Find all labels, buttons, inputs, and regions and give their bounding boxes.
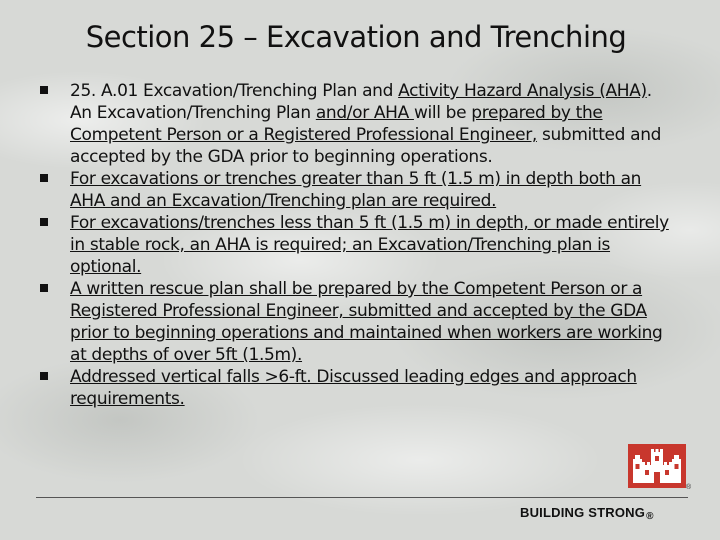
bullet-text-segment: prepared by the Competent Person or a Registered Professional Engineer, xyxy=(70,103,603,145)
footer-tagline-text: BUILDING STRONG xyxy=(520,505,646,520)
bullet-item xyxy=(36,168,676,212)
bullet-item xyxy=(36,366,676,410)
bullet-list xyxy=(36,80,676,410)
footer-registered-mark: ® xyxy=(646,511,654,522)
bullet-square-icon xyxy=(40,218,48,226)
bullet-square-icon xyxy=(40,86,48,94)
bullet-text-segment: and/or AHA xyxy=(315,103,414,123)
bullet-square-icon xyxy=(40,174,48,182)
bullet-text-segment: Addressed vertical falls >6-ft. Discussed leading edges and approach requirements. xyxy=(70,367,637,409)
bullet-square-icon xyxy=(40,284,48,292)
footer-divider xyxy=(36,497,688,498)
logo-registered-mark: ® xyxy=(686,484,692,491)
bullet-text-segment: . An Excavation/Trenching Plan xyxy=(70,81,652,123)
bullet-text-segment: 25. A.01 Excavation/Trenching Plan and xyxy=(70,81,399,101)
bullet-item xyxy=(36,278,676,366)
bullet-text-segment: will be xyxy=(413,103,472,123)
slide-title: Section 25 – Excavation and Trenching xyxy=(85,20,627,54)
bullet-text-segment: For excavations/trenches less than 5 ft (1.5 m) in depth, or made entirely in stable rock, an AHA is required; an Excavation/Trenching plan is optional. xyxy=(70,213,669,277)
bullet-text-segment: submitted and accepted by the GDA prior to beginning operations. xyxy=(70,125,662,167)
bullet-square-icon xyxy=(40,372,48,380)
bullet-text-segment: Activity Hazard Analysis (AHA) xyxy=(398,81,647,101)
bullet-item xyxy=(36,80,676,168)
bullet-text-segment: A written rescue plan shall be prepared by the Competent Person or a Registered Professional Engineer, submitted and accepted by the GDA prior to beginning operations and maintained when workers are working at depths of over 5ft (1.5m). xyxy=(70,279,663,365)
bullet-text-segment: For excavations or trenches greater than 5 ft (1.5 m) in depth both an AHA and an Excavation/Trenching plan are required. xyxy=(70,169,642,211)
bullet-item xyxy=(36,212,676,278)
usace-castle-logo-icon xyxy=(628,444,686,488)
footer-tagline xyxy=(520,505,654,522)
